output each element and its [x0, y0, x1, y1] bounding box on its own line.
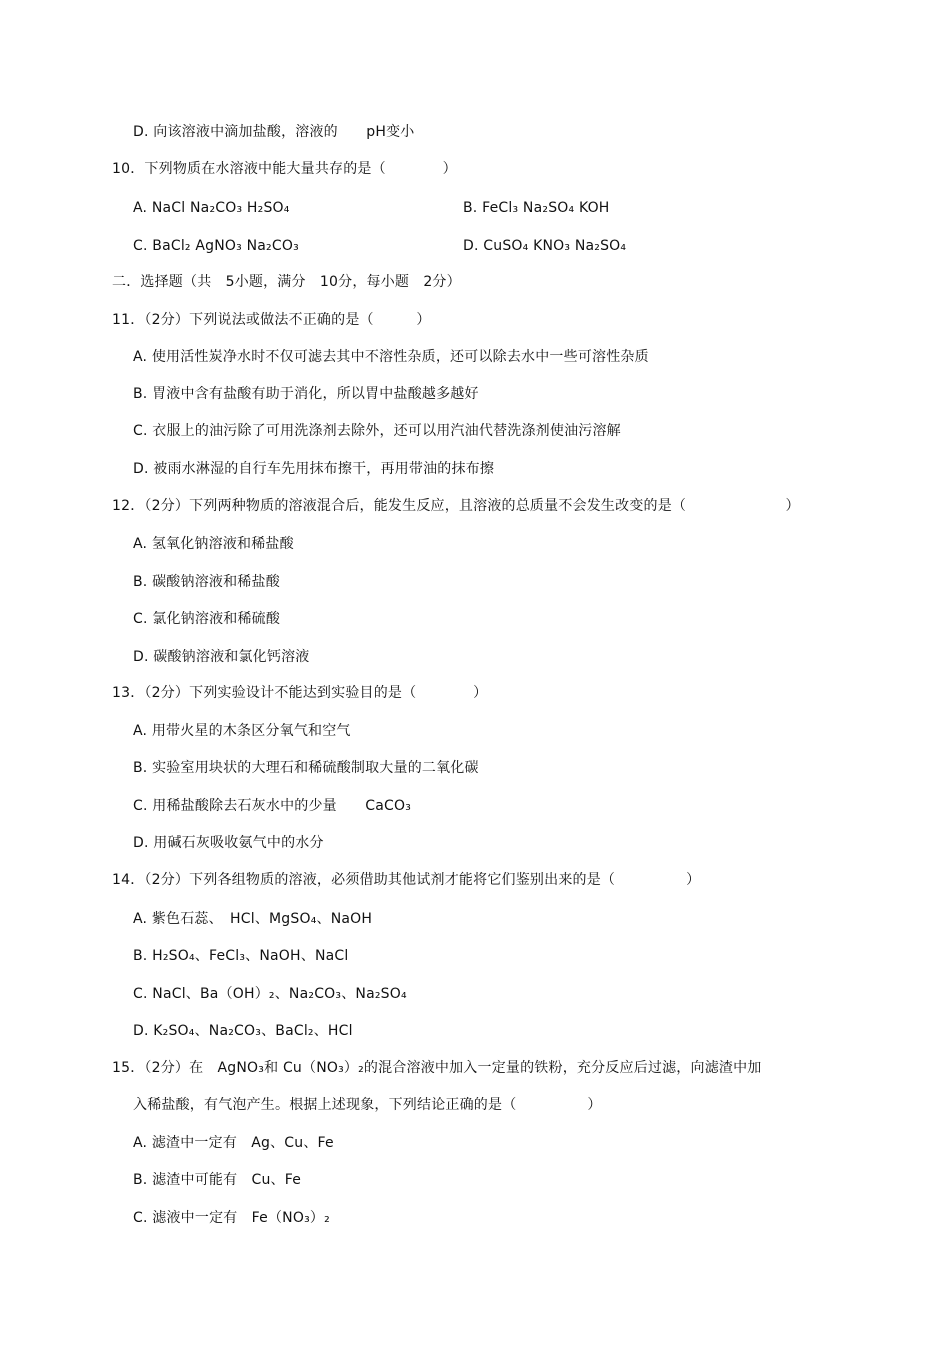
q13-option-a: A. 用带火星的木条区分氧气和空气: [133, 723, 351, 739]
q15-stem-line1: 15．（2分）在 AgNO₃和 Cu（NO₃）₂的混合溶液中加入一定量的铁粉，充分反应后过滤，向滤渣中加: [112, 1060, 762, 1076]
q14-stem: 14．（2分）下列各组物质的溶液，必须借助其他试剂才能将它们鉴别出来的是（ ）: [112, 872, 701, 888]
q15-option-b: B. 滤渣中可能有 Cu、Fe: [133, 1172, 302, 1188]
q12-option-b: B. 碳酸钠溶液和稀盐酸: [133, 574, 280, 590]
q12-option-a: A. 氢氧化钠溶液和稀盐酸: [133, 536, 294, 552]
q10-option-a: A. NaCl Na₂CO₃ H₂SO₄: [133, 200, 290, 216]
q11-option-d: D. 被雨水淋湿的自行车先用抹布擦干，再用带油的抹布擦: [133, 461, 495, 477]
q15-option-c: C. 滤液中一定有 Fe（NO₃）₂: [133, 1210, 330, 1226]
q13-stem: 13．（2分）下列实验设计不能达到实验目的是（ ）: [112, 685, 488, 701]
q14-option-c: C. NaCl、Ba（OH）₂、Na₂CO₃、Na₂SO₄: [133, 986, 407, 1002]
q11-option-b: B. 胃液中含有盐酸有助于消化，所以胃中盐酸越多越好: [133, 386, 479, 402]
q13-option-b: B. 实验室用块状的大理石和稀硫酸制取大量的二氧化碳: [133, 760, 479, 776]
q12-option-c: C. 氯化钠溶液和稀硫酸: [133, 611, 281, 627]
q11-option-a: A. 使用活性炭净水时不仅可滤去其中不溶性杂质，还可以除去水中一些可溶性杂质: [133, 349, 649, 365]
q11-stem: 11．（2分）下列说法或做法不正确的是（ ）: [112, 312, 431, 328]
q12-stem: 12．（2分）下列两种物质的溶液混合后，能发生反应，且溶液的总质量不会发生改变的是（ ）: [112, 498, 800, 514]
q11-option-c: C. 衣服上的油污除了可用洗涤剂去除外，还可以用汽油代替洗涤剂使油污溶解: [133, 423, 621, 439]
q15-stem-line2: 入稀盐酸，有气泡产生。根据上述现象，下列结论正确的是（ ）: [133, 1097, 602, 1113]
q10-option-c: C. BaCl₂ AgNO₃ Na₂CO₃: [133, 238, 299, 254]
q14-option-a: A. 紫色石蕊、 HCl、MgSO₄、NaOH: [133, 911, 373, 927]
section-heading: 二．选择题（共 5小题，满分 10分，每小题 2分）: [112, 274, 461, 290]
q10-option-b: B. FeCl₃ Na₂SO₄ KOH: [463, 200, 610, 216]
q13-option-c: C. 用稀盐酸除去石灰水中的少量 CaCO₃: [133, 798, 412, 814]
q10-stem: 10．下列物质在水溶液中能大量共存的是（ ）: [112, 161, 457, 177]
q13-option-d: D. 用碱石灰吸收氨气中的水分: [133, 835, 324, 851]
q14-option-b: B. H₂SO₄、FeCl₃、NaOH、NaCl: [133, 948, 349, 964]
q9-option-d: D. 向该溶液中滴加盐酸，溶液的 pH变小: [133, 124, 415, 140]
q15-option-a: A. 滤渣中一定有 Ag、Cu、Fe: [133, 1135, 334, 1151]
q12-option-d: D. 碳酸钠溶液和氯化钙溶液: [133, 649, 310, 665]
q14-option-d: D. K₂SO₄、Na₂CO₃、BaCl₂、HCl: [133, 1023, 353, 1039]
q10-option-d: D. CuSO₄ KNO₃ Na₂SO₄: [463, 238, 627, 254]
